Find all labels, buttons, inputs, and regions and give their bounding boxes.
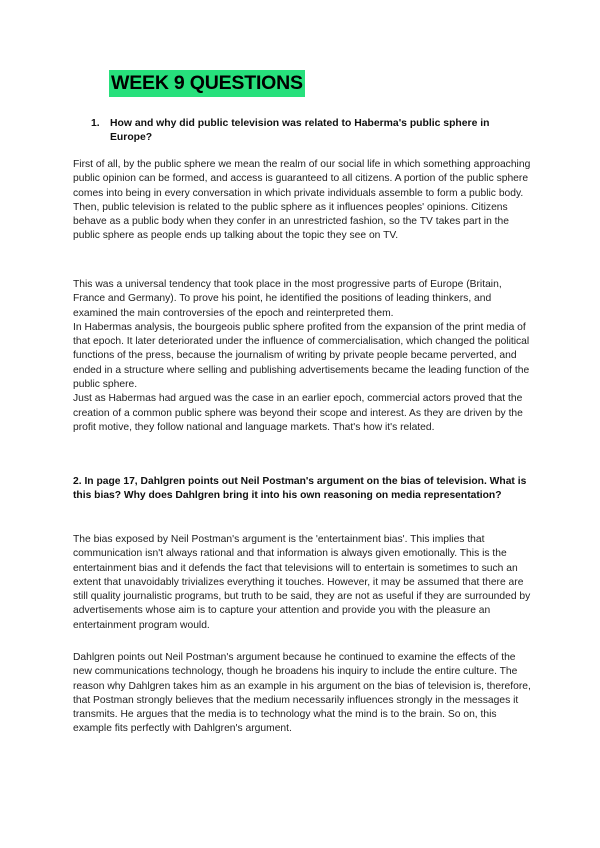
answer-1-line: This was a universal tendency that took place in the most progressive parts of Europe (Britain, France and Germany). To prove his point, he identified the positions of leading thinkers, and examined the main controversies of the epoch and reinterpreted them.: [73, 279, 502, 319]
answer-2-paragraph-2: Dahlgren points out Neil Postman's argument because he continued to examine the effects of the new communications technology, though he broadens his inquiry to include the entire culture. The reason why Dahlgren takes him as an example in his argument on the bias of television is, therefore, that Postman strongly believes that the medium necessarily influences strongly in the messages it transmits. He argues that the media is to technology what the mind is to the brain. So on, this example fits perfectly with Dahlgren's argument.: [73, 652, 531, 735]
answer-2-paragraph-1: The bias exposed by Neil Postman's argument is the 'entertainment bias'. This implies that communication isn't always rational and that information is always given emotionally. This is the entertainment bias and it defends the fact that televisions will to entertain is sometimes to such an extent that unavoidably trivializes everything it touches. However, it may be assumed that there are still quality journalistic programs, but truth to be said, they are not as useful if they are surrounded by advertisements whose aim is to capture your attention and provide you with the pleasure an entertainment program would.: [73, 534, 531, 631]
answer-1-paragraph-1: First of all, by the public sphere we mean the realm of our social life in which something approaching public opinion can be formed, and access is guaranteed to all citizens. A portion of the public sphere comes into being in every conversation in which private individuals assemble to form a public body. Then, public television is related to the public sphere as it influences peoples' opinions. Citizens behave as a public body when they confer in an unrestricted fashion, so the TV takes part in the public sphere as people ends up talking about the topic they see on TV.: [73, 159, 531, 242]
question-1: [91, 117, 531, 144]
question-2: 2. In page 17, Dahlgren points out Neil Postman's argument on the bias of television. What is this bias? Why does Dahlgren bring it into his own reasoning on media representation?: [73, 476, 527, 502]
question-1-number: 1.: [91, 118, 100, 129]
answer-1-line: Just as Habermas had argued was the case in an earlier epoch, commercial actors proved that the creation of a common public sphere was beyond their scope and interest. As they are driven by the profit motive, they follow national and language markets. That's how it's related.: [73, 393, 523, 433]
page-title: WEEK 9 QUESTIONS: [109, 70, 305, 97]
answer-1-line: In Habermas analysis, the bourgeois public sphere profited from the expansion of the print media of that epoch. It later deteriorated under the influence of commercialisation, which changed the political functions of the press, because the journalism of writing by private people became perverted, and ended in a structure where selling and publishing advertisements became the leading function of the public sphere.: [73, 321, 530, 391]
answer-1-paragraph-2: [73, 278, 535, 435]
question-1-text: How and why did public television was related to Haberma's public sphere in Europe?: [110, 118, 490, 143]
